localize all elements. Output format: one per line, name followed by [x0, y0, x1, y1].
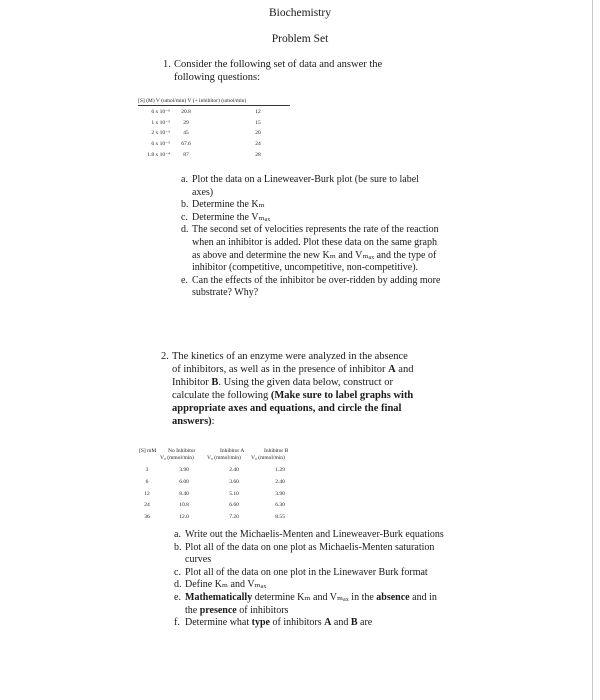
q2-table-col-no: [172, 467, 196, 526]
q2-th-a: Inhibitor A: [220, 448, 245, 454]
table-cell: 12: [144, 490, 150, 497]
table-cell: 28: [255, 151, 261, 158]
table-cell: 6.30: [275, 502, 285, 509]
q2-th-no: No Inhibitor: [168, 448, 196, 454]
q2-part-f: f. Determine what type of inhibitors A and B are: [174, 617, 373, 629]
q2-th-s: [S] mM: [139, 448, 157, 454]
table-cell: 3.60: [229, 478, 239, 485]
q1-table-col-vi: [246, 109, 270, 162]
table-cell: 36: [144, 514, 150, 521]
table-cell: 20: [255, 130, 261, 137]
table-cell: 7.20: [229, 514, 239, 521]
table-cell: 3.90: [179, 467, 189, 473]
q2-number: 2.: [161, 351, 169, 362]
q1-part-b: b. Determine the Kₘ: [181, 199, 265, 211]
table-cell: 1.8 x 10⁻⁴: [147, 151, 170, 158]
table-cell: 67.6: [181, 141, 191, 148]
table-cell: 6 x 10⁻⁵: [151, 141, 170, 148]
table-cell: 3.90: [275, 490, 285, 497]
table-cell: 12.0: [179, 514, 189, 521]
table-cell: 87: [183, 151, 189, 158]
q1-part-e: e. Can the effects of the inhibitor be over-ridden by adding more substrate? Why?: [181, 274, 441, 299]
table-cell: 15: [255, 119, 261, 126]
table-cell: 3: [145, 467, 149, 473]
table-cell: 6.00: [179, 478, 189, 485]
q1-number: 1.: [163, 59, 171, 70]
q1-intro-line1: Consider the following set of data and answer the: [174, 59, 383, 70]
q2-part-e: e. Mathematically determine Kₘ and Vₘₐₓ in the absence and in the presence of inhibitors: [174, 591, 437, 616]
q2-part-d: d. Define Kₘ and Vₘₐₓ: [174, 579, 267, 591]
q1-table-col-v: [174, 109, 198, 162]
q2-th-b: Inhibitor B: [264, 448, 289, 454]
q2-table-col-a: [222, 467, 246, 526]
table-cell: 24: [144, 502, 150, 509]
table-cell: 2 x 10⁻⁵: [151, 130, 170, 137]
q1-table-header: [S] (M) V (umol/min) V (+ inhibitor) (umol/min): [138, 98, 290, 106]
table-cell: 2.40: [229, 467, 239, 473]
table-cell: 10.8: [179, 502, 189, 509]
table-cell: 6: [145, 478, 149, 485]
table-cell: 2.40: [275, 478, 285, 485]
table-cell: 1 x 10⁻⁵: [151, 119, 170, 126]
q1-part-a: a. Plot the data on a Lineweaver-Burk plot (be sure to label axes): [181, 174, 419, 198]
q2-part-a: a. Write out the Michaelis-Menten and Lineweaver-Burk equations: [174, 529, 444, 540]
table-cell: 1.29: [275, 467, 285, 473]
q1-part-d: d. The second set of velocities represents the rate of the reaction when an inhibitor is added. Plot these data on the same graph as above and determine the new Kₘ and Vₘₐₓ and the type of inhibitor (competitive, uncompetitive, non-competitive).: [181, 224, 439, 274]
table-cell: 29: [183, 119, 189, 126]
course-title: Biochemistry: [269, 7, 331, 19]
table-cell: 20.8: [181, 109, 191, 115]
q1-part-c: c. Determine the Vₘₐₓ: [181, 211, 271, 223]
table-cell: 8.40: [179, 490, 189, 497]
q2-table-col-s: [140, 467, 154, 526]
q2-intro: The kinetics of an enzyme were analyzed in the absence of inhibitors, as well as in the presence of inhibitor A and Inhibitor B. Using the given data below, construct or calculate the following (Make sure to label graphs with appropriate axes and equations, and circle the final answers):: [172, 351, 414, 427]
table-cell: 45: [183, 130, 189, 137]
table-cell: 6 x 10⁻⁶: [151, 109, 170, 115]
q1-intro-line2: following questions:: [174, 72, 261, 83]
table-cell: 24: [255, 141, 261, 148]
page-edge-line: [592, 0, 593, 700]
q1-table-col-s: [138, 109, 170, 162]
q1-parts-list: [181, 174, 441, 300]
q2-part-c: c. Plot all of the data on one plot in the Linewaver Burk format: [174, 566, 428, 578]
q2-th-units-a: V₀ (mmol/min): [207, 455, 241, 461]
table-cell: 5.10: [229, 490, 239, 497]
document-title: Problem Set: [271, 33, 329, 45]
q2-parts-list: [174, 529, 444, 630]
table-cell: 12: [255, 109, 261, 115]
q2-table-col-b: [268, 467, 292, 526]
q2-th-units-no: V₀ (mmol/min): [160, 455, 194, 461]
table-cell: 8.55: [275, 514, 285, 521]
q2-th-units-b: V₀ (mmol/min): [251, 455, 285, 461]
table-cell: 6.60: [229, 502, 239, 509]
q2-part-b: b. Plot all of the data on one plot as Michaelis-Menten saturation curves: [174, 541, 435, 566]
